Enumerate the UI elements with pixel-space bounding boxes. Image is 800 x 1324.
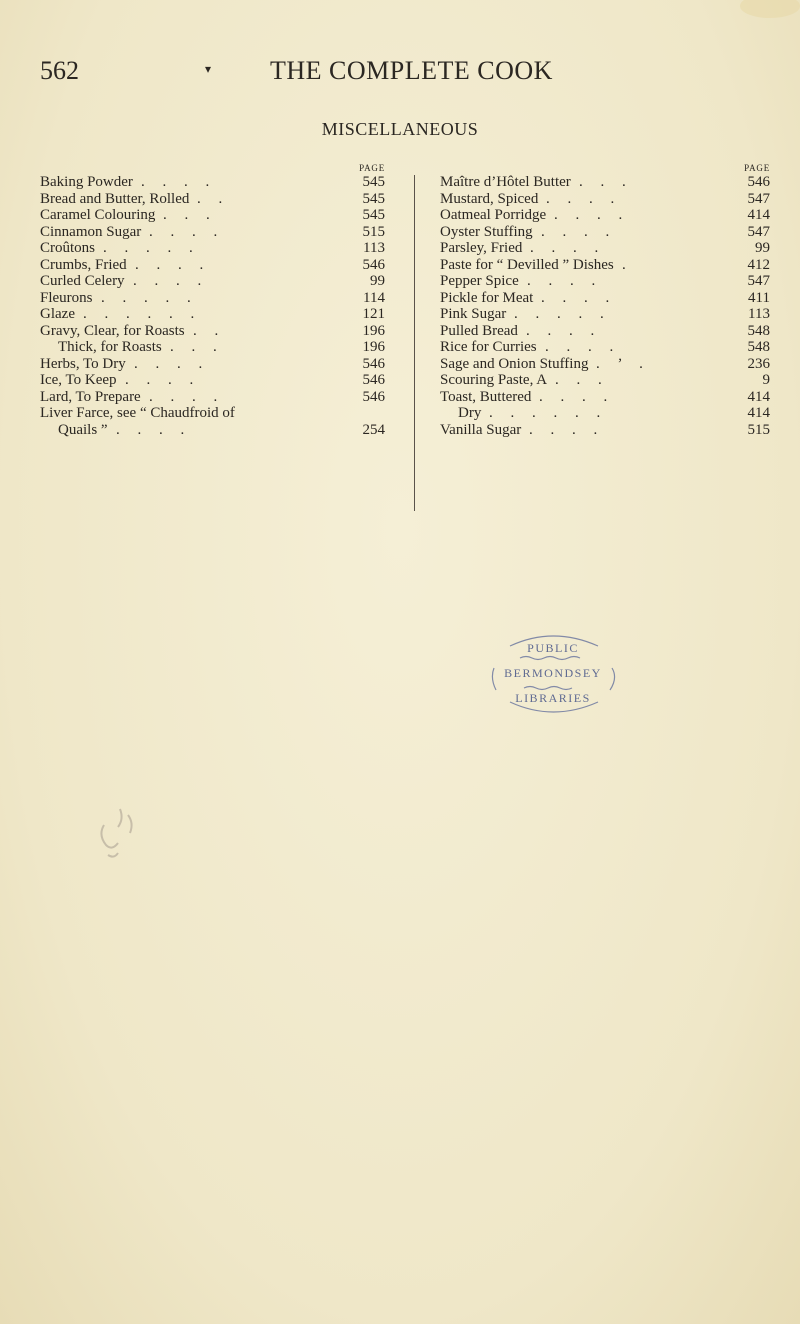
entry-label: Mustard, Spiced (440, 190, 539, 207)
entry-label: Fleurons (40, 289, 93, 306)
entry-label: Parsley, Fried (440, 240, 523, 256)
entry-leader-dots: . . . . (539, 388, 615, 405)
entry-leader-dots: . . . . . (103, 240, 200, 256)
entry-label: Sage and Onion Stuffing (440, 355, 589, 372)
entry-page-number: 548 (747, 322, 770, 339)
index-entry (440, 323, 770, 340)
index-entry (40, 339, 385, 356)
entry-leader-dots: . ’ . (596, 355, 650, 372)
index-entry (40, 306, 385, 323)
entry-label: Bread and Butter, Rolled (40, 190, 190, 207)
index-entry (440, 257, 770, 274)
entry-page-number: 196 (362, 339, 385, 355)
entry-leader-dots: . . . (163, 207, 217, 223)
entry-leader-dots: . . . . (554, 207, 630, 223)
page-number: 562 (40, 56, 79, 85)
entry-page-number: 196 (362, 322, 385, 339)
entry-page-number: 546 (362, 355, 385, 372)
entry-label: Cinnamon Sugar (40, 223, 142, 240)
index-entry (40, 240, 385, 257)
column-divider (414, 175, 415, 511)
entry-leader-dots: . . . . (149, 388, 225, 405)
index-entry (40, 273, 385, 290)
index-entry (40, 389, 385, 406)
index-entry (440, 273, 770, 290)
entry-page-number: 515 (362, 223, 385, 240)
entry-leader-dots: . . . . . . (489, 405, 608, 421)
index-entry (440, 306, 770, 323)
entry-page-number: 545 (362, 174, 385, 190)
entry-leader-dots: . . . . (541, 223, 617, 240)
entry-page-number: 546 (362, 372, 385, 388)
index-entry (440, 191, 770, 208)
entry-label: Dry (458, 405, 482, 421)
entry-leader-dots: . . . . (125, 372, 201, 388)
index-entry (40, 224, 385, 241)
entry-leader-dots: . . . . (545, 339, 621, 355)
entry-page-number: 99 (755, 240, 770, 256)
entry-label: Crumbs, Fried (40, 256, 127, 273)
entry-label: Curled Celery (40, 273, 125, 289)
entry-leader-dots: . . (197, 190, 230, 207)
index-entry (40, 257, 385, 274)
index-entry (440, 372, 770, 389)
entry-page-number: 545 (362, 190, 385, 207)
entry-leader-dots: . . . . . (101, 289, 198, 306)
running-head: THE COMPLETE COOK (270, 56, 553, 85)
entry-page-number: 546 (362, 388, 385, 405)
entry-page-number: 547 (747, 273, 770, 289)
column-header-page: PAGE (744, 163, 770, 173)
entry-page-number: 411 (748, 289, 770, 306)
entry-page-number: 113 (363, 240, 385, 256)
entry-page-number: 546 (362, 256, 385, 273)
index-column-right (440, 163, 770, 438)
entry-leader-dots: . . . . (135, 256, 211, 273)
library-stamp (480, 628, 626, 720)
index-entry (40, 323, 385, 340)
entry-label: Pepper Spice (440, 273, 519, 289)
entry-page-number: 9 (762, 372, 770, 388)
entry-leader-dots: . . . . . (514, 306, 611, 322)
entry-page-number: 548 (747, 339, 770, 355)
entry-page-number: 114 (363, 289, 385, 306)
entry-leader-dots: . . . (555, 372, 609, 388)
entry-label: Baking Powder (40, 174, 133, 190)
index-entry (440, 405, 770, 422)
entry-label: Glaze (40, 306, 75, 322)
index-entry (440, 389, 770, 406)
entry-label: Pickle for Meat (440, 289, 534, 306)
entry-leader-dots: . . . . (529, 421, 605, 438)
index-entry (440, 339, 770, 356)
column-header-page: PAGE (359, 163, 385, 173)
entry-label: Paste for “ Devilled ” Dishes (440, 256, 614, 273)
entry-page-number: 236 (747, 355, 770, 372)
entry-leader-dots: . . . . (116, 421, 192, 438)
entry-leader-dots: . . (193, 322, 226, 339)
page-marker: ▾ (205, 62, 212, 76)
entry-label: Croûtons (40, 240, 96, 256)
index-entry (440, 207, 770, 224)
index-entry (40, 174, 385, 191)
index-entry (40, 372, 385, 389)
page-header (0, 56, 800, 90)
entry-label: Pink Sugar (440, 306, 507, 322)
entry-label: Maître d’Hôtel Butter (440, 174, 571, 190)
entry-page-number: 99 (370, 273, 385, 289)
index-entry (440, 422, 770, 439)
entry-leader-dots: . . . . (141, 174, 217, 190)
entry-leader-dots: . . . (579, 174, 633, 190)
entry-leader-dots: . . . . (527, 273, 603, 289)
entry-label: Lard, To Prepare (40, 388, 141, 405)
entry-label: Oyster Stuffing (440, 223, 533, 240)
entry-leader-dots: . . . . (526, 322, 602, 339)
section-title: MISCELLANEOUS (321, 119, 479, 139)
entry-leader-dots: . . . . (134, 355, 210, 372)
entry-page-number: 546 (747, 174, 770, 190)
index-entry (40, 422, 385, 439)
entry-page-number: 515 (747, 421, 770, 438)
index-list-right (440, 174, 770, 438)
entry-label: Thick, for Roasts (58, 339, 162, 355)
entry-leader-dots: . . . . (530, 240, 606, 256)
paper-stain (710, 0, 800, 40)
entry-leader-dots: . . . . (541, 289, 617, 306)
entry-page-number: 412 (747, 256, 770, 273)
index-list-left (40, 174, 385, 438)
entry-label: Pulled Bread (440, 322, 518, 339)
entry-label: Oatmeal Porridge (440, 207, 547, 223)
entry-page-number: 414 (747, 388, 770, 405)
entry-leader-dots: . (622, 256, 633, 273)
entry-page-number: 414 (747, 207, 770, 223)
entry-page-number: 113 (748, 306, 770, 322)
entry-label: Quails ” (58, 421, 108, 438)
entry-leader-dots: . . . . (149, 223, 225, 240)
entry-page-number: 547 (747, 223, 770, 240)
entry-label: Rice for Curries (440, 339, 537, 355)
entry-page-number: 121 (362, 306, 385, 322)
entry-leader-dots: . . . . . . (83, 306, 202, 322)
entry-label: Scouring Paste, A (440, 372, 548, 388)
entry-leader-dots: . . . . (546, 190, 622, 207)
index-entry (440, 240, 770, 257)
entry-page-number: 547 (747, 190, 770, 207)
entry-page-number: 254 (362, 421, 385, 438)
stamp-text-libraries: LIBRARIES (515, 691, 591, 705)
index-entry (440, 356, 770, 373)
entry-label: Ice, To Keep (40, 372, 117, 388)
entry-label: Toast, Buttered (440, 388, 532, 405)
entry-leader-dots: . . . . (133, 273, 209, 289)
entry-leader-dots: . . . (170, 339, 224, 355)
entry-label: Liver Farce, see “ Chaudfroid of (40, 405, 235, 421)
index-entry (40, 405, 385, 422)
entry-label: Vanilla Sugar (440, 421, 522, 438)
index-entry (440, 224, 770, 241)
entry-label: Gravy, Clear, for Roasts (40, 322, 185, 339)
index-entry (40, 290, 385, 307)
entry-page-number: 545 (362, 207, 385, 223)
index-entry (40, 207, 385, 224)
index-entry (440, 290, 770, 307)
ink-smudge-mark (96, 805, 140, 869)
entry-label: Herbs, To Dry (40, 355, 126, 372)
stamp-text-bermondsey: BERMONDSEY (504, 666, 602, 680)
stamp-text-public: PUBLIC (527, 641, 579, 655)
entry-label: Caramel Colouring (40, 207, 156, 223)
index-entry (440, 174, 770, 191)
entry-page-number: 414 (747, 405, 770, 421)
index-column-left (40, 163, 385, 438)
index-entry (40, 191, 385, 208)
index-entry (40, 356, 385, 373)
